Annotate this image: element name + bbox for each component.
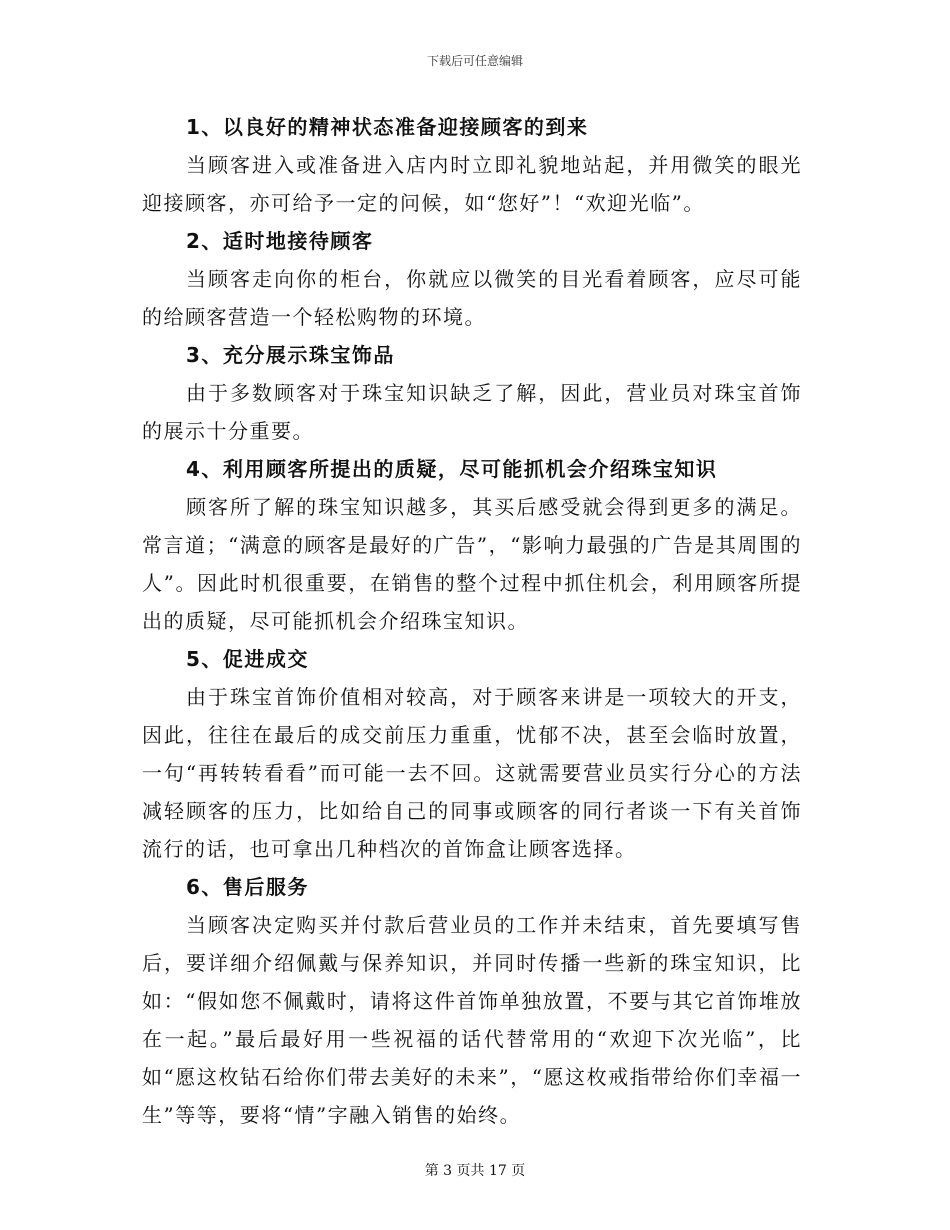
page-header: 下载后可任意编辑 — [426, 54, 523, 68]
section-paragraph-1: 当顾客进入或准备进入店内时立即礼貌地站起，并用微笑的眼光迎接顾客，亦可给予一定的问候，如“您好”！“欢迎光临”。 — [142, 153, 802, 215]
section-paragraph-5: 由于珠宝首饰价值相对较高，对于顾客来讲是一项较大的开支，因此，往往在最后的成交前压力重重，忧郁不决，甚至会临时放置，一句“再转转看看”而可能一去不回。这就需要营业员实行分心的方法减轻顾客的压力，比如给自己的同事或顾客的同行者谈一下有关首饰流行的话，也可拿出几种档次的首饰盒让顾客选择。 — [142, 685, 802, 861]
section-paragraph-4: 顾客所了解的珠宝知识越多，其买后感受就会得到更多的满足。常言道；“满意的顾客是最好的广告”，“影响力最强的广告是其周围的人”。因此时机很重要，在销售的整个过程中抓住机会，利用顾客所提出的质疑，尽可能抓机会介绍珠宝知识。 — [142, 495, 802, 633]
section-paragraph-6: 当顾客决定购买并付款后营业员的工作并未结束，首先要填写售后，要详细介绍佩戴与保养知识，并同时传播一些新的珠宝知识，比如：“假如您不佩戴时，请将这件首饰单独放置，不要与其它首饰堆放在一起。”最后最好用一些祝福的话代替常用的“欢迎下次光临”，比如“愿这枚钻石给你们带去美好的未来”，“愿这枚戒指带给你们幸福一生”等等，要将“情”字融入销售的始终。 — [142, 913, 802, 1127]
section-heading-3: 3、充分展示珠宝饰品 — [186, 343, 395, 367]
document-body — [142, 108, 802, 1134]
section-paragraph-3: 由于多数顾客对于珠宝知识缺乏了解，因此，营业员对珠宝首饰的展示十分重要。 — [142, 381, 802, 443]
page-footer: 第 3 页共 17 页 — [424, 1163, 526, 1179]
section-heading-6: 6、售后服务 — [186, 875, 309, 899]
section-heading-5: 5、促进成交 — [186, 647, 309, 671]
section-heading-2: 2、适时地接待顾客 — [186, 229, 374, 253]
section-paragraph-2: 当顾客走向你的柜台，你就应以微笑的目光看着顾客，应尽可能的给顾客营造一个轻松购物的环境。 — [142, 267, 802, 329]
section-heading-4: 4、利用顾客所提出的质疑，尽可能抓机会介绍珠宝知识 — [186, 457, 718, 481]
section-heading-1: 1、以良好的精神状态准备迎接顾客的到来 — [186, 115, 589, 139]
